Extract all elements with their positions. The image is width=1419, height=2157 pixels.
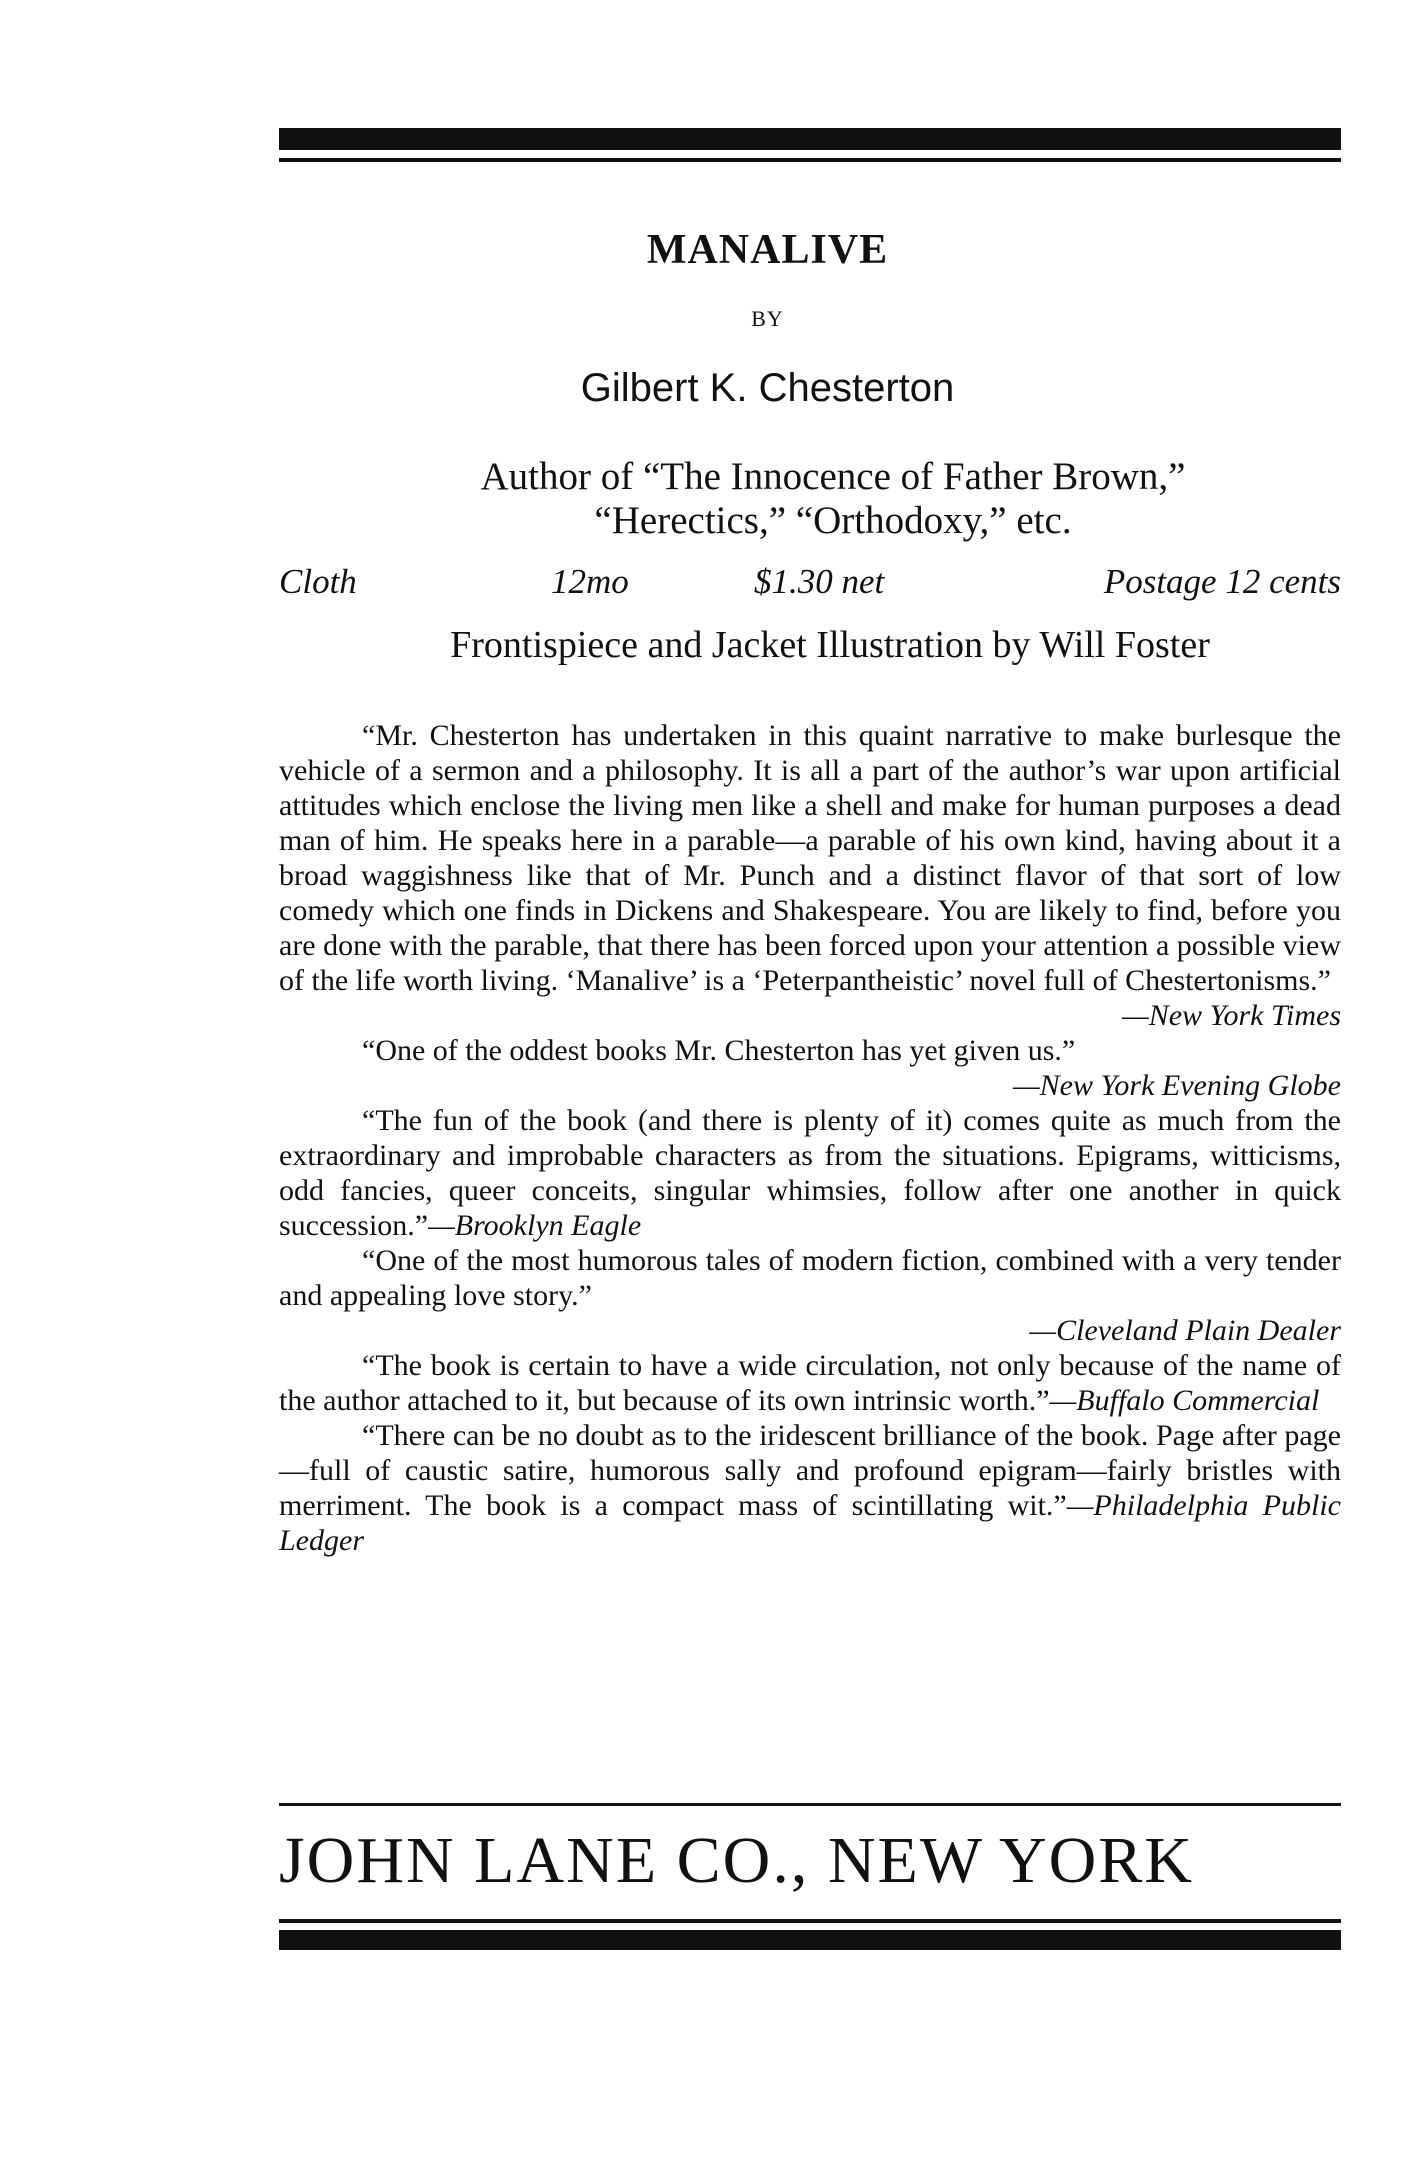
review-3-source: —Brooklyn Eagle (428, 1209, 642, 1242)
review-1-source: —New York Times (1122, 999, 1341, 1032)
price: $1.30 net (754, 562, 885, 601)
review-4-source: —Cleveland Plain Dealer (1029, 1314, 1341, 1347)
review-5 (279, 1348, 1341, 1418)
review-6-source: —Philadelphia Public Ledger (279, 1489, 1341, 1557)
author-of-line-2: “Herectics,” “Orthodoxy,” etc. (594, 499, 1072, 542)
bottom-thick-rule (279, 1930, 1341, 1950)
publisher-name: JOHN LANE CO., NEW YORK (279, 1824, 1194, 1897)
binding: Cloth (279, 562, 357, 601)
review-5-source: —Buffalo Commercial (1049, 1384, 1320, 1417)
review-2-text: “One of the oddest books Mr. Chesterton has yet given us.” (362, 1034, 1076, 1067)
top-thick-rule (279, 128, 1341, 150)
author-of-line-1: Author of “The Innocence of Father Brown,” (480, 455, 1186, 498)
reviews (279, 718, 1341, 1558)
author-of-block (279, 455, 1341, 543)
review-3 (279, 1103, 1341, 1243)
review-4-text: “One of the most humorous tales of modern fiction, combined with a very tender and appealing love story.” (279, 1244, 1341, 1312)
by-line: BY (751, 306, 784, 331)
postage: Postage 12 cents (1103, 562, 1341, 601)
review-5-text: “The book is certain to have a wide circulation, not only because of the name of the author attached to it, but because of its own intrinsic worth.” (279, 1349, 1341, 1417)
review-3-text: “The fun of the book (and there is plenty of it) comes quite as much from the extraordinary and improbable characters as from the situations. Epigrams, witticisms, odd fancies, queer conceits, singular whimsies, follow after one another in quick succession.” (279, 1104, 1341, 1242)
review-6-text: “There can be no doubt as to the iridescent brilliance of the book. Page after page—full of caustic satire, humorous sally and profound epigram—fairly bristles with merriment. The book is a compact mass of scintillating wit.” (279, 1419, 1341, 1522)
book-title: MANALIVE (646, 227, 889, 273)
bottom-upper-rule (279, 1803, 1341, 1806)
review-1-text: “Mr. Chesterton has undertaken in this quaint narrative to make burlesque the vehicle of a sermon and a philosophy. It is all a part of the author’s war upon artificial attitudes which enclose the living men like a shell and make for human purposes a dead man of him. He speaks here in a parable—a parable of his own kind, having about it a broad waggishness like that of Mr. Punch and a distinct flavor of that sort of low comedy which one finds in Dickens and Shakespeare. You are likely to find, before you are done with the parable, that there has been forced upon your attention a possible view of the life worth living. ‘Manalive’ is a ‘Peterpantheistic’ novel full of Chestertonisms.” (279, 719, 1341, 997)
bottom-thin-rule (279, 1919, 1341, 1923)
review-2-source: —New York Evening Globe (1012, 1069, 1341, 1102)
frontispiece-credit: Frontispiece and Jacket Illustration by Will Foster (450, 624, 1210, 666)
size: 12mo (551, 562, 629, 601)
author-name: Gilbert K. Chesterton (580, 366, 955, 410)
top-thin-rule (279, 158, 1341, 162)
review-6 (279, 1418, 1341, 1558)
